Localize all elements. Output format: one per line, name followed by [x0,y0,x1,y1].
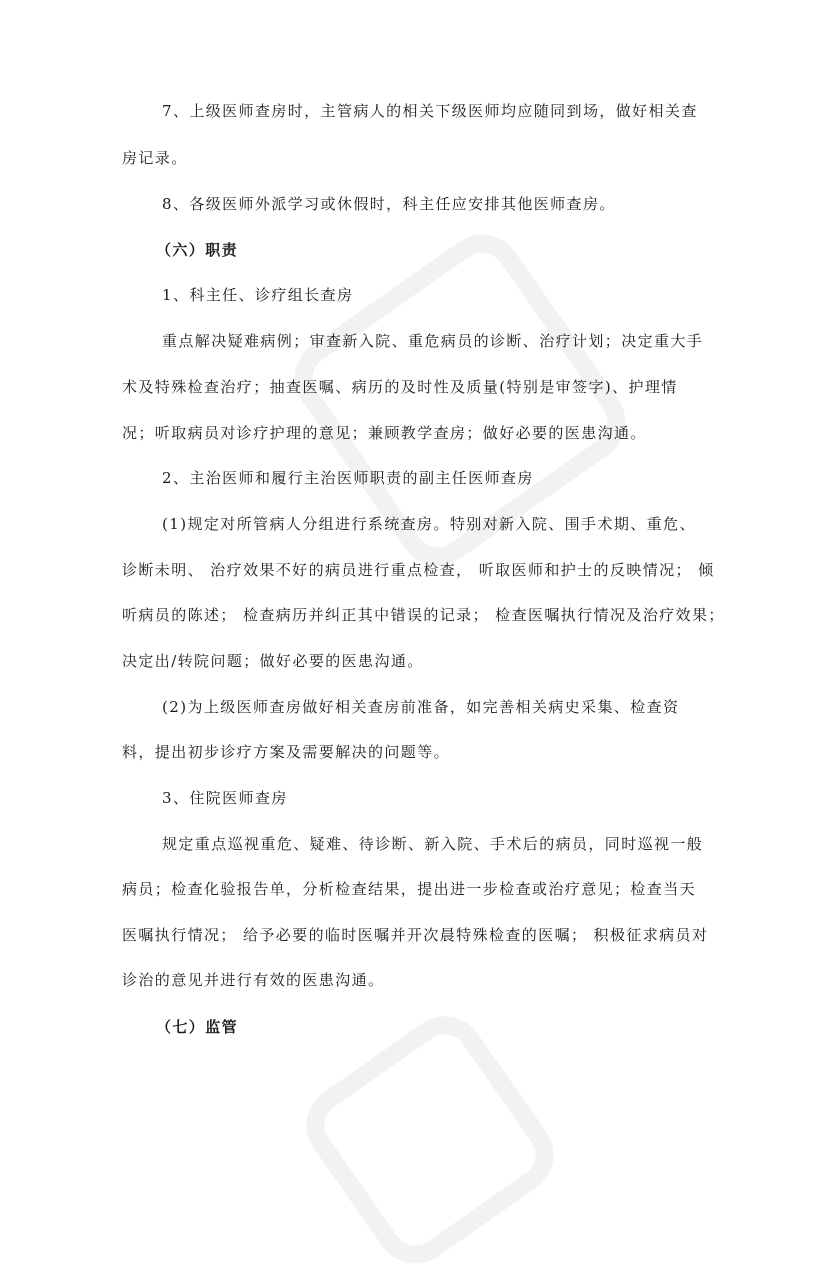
paragraph-s3-body-cont3 [122,970,384,990]
paragraph-s2-item1 [162,514,696,534]
paragraph-s2-item1-cont2 [122,605,725,625]
paragraph-s2-item2 [162,697,679,717]
subsection-title-2 [162,468,534,488]
subsection-title-3 [162,788,288,808]
paragraph-item-7-cont [122,148,188,168]
paragraph-item-8 [162,194,616,214]
text-line: 1、科主任、诊疗组长查房 [162,286,354,304]
subsection-title-1 [162,285,353,305]
text-line: (1)规定对所管病人分组进行系统查房。特别对新入院、围手术期、重危、 [162,515,696,533]
paragraph-item-7 [162,101,698,121]
text-line: 2、主治医师和履行主治医师职责的副主任医师查房 [162,469,534,487]
paragraph-s1-body-cont2 [122,423,647,443]
paragraph-s2-item2-cont [122,742,450,762]
paragraph-s3-body-cont2 [122,925,708,945]
text-line: 7、上级医师查房时，主管病人的相关下级医师均应随同到场，做好相关查 [162,102,698,120]
text-line: 病员；检查化验报告单，分析检查结果，提出进一步检查或治疗意见；检查当天 [122,880,697,898]
paragraph-s2-item1-cont [122,560,715,580]
paragraph-s1-body [162,331,703,351]
text-line: 重点解决疑难病例；审查新入院、重危病员的诊断、治疗计划；决定重大手 [162,332,704,350]
paragraph-s2-item1-cont3 [122,651,424,671]
text-line: 规定重点巡视重危、疑难、待诊断、新入院、手术后的病员，同时巡视一般 [162,835,704,853]
text-line: 决定出/转院问题；做好必要的医患沟通。 [122,652,424,670]
text-line: 医嘱执行情况； 给予必要的临时医嘱并开次晨特殊检查的医嘱； 积极征求病员对 [122,926,709,944]
text-line: 术及特殊检查治疗；抽查医嘱、病历的及时性及质量(特别是审签字)、护理情 [122,378,678,396]
heading-text: （七）监管 [156,1018,239,1036]
text-line: 8、各级医师外派学习或休假时，科主任应安排其他医师查房。 [162,195,616,213]
section-heading-duties [156,240,238,260]
text-line: 听病员的陈述； 检查病历并纠正其中错误的记录； 检查医嘱执行情况及治疗效果； [122,606,725,624]
section-heading-supervision [156,1017,238,1037]
text-line: 诊断未明、 治疗效果不好的病员进行重点检查， 听取医师和护士的反映情况； 倾 [122,561,715,579]
paragraph-s1-body-cont [122,377,678,397]
text-line: (2)为上级医师查房做好相关查房前准备，如完善相关病史采集、检查资 [162,698,680,716]
paragraph-s3-body [162,834,703,854]
text-line: 3、住院医师查房 [162,789,288,807]
text-line: 况；听取病员对诊疗护理的意见；兼顾教学查房；做好必要的医患沟通。 [122,424,647,442]
text-line: 诊治的意见并进行有效的医患沟通。 [122,971,385,989]
watermark-icon [291,1001,570,1279]
text-line: 房记录。 [122,149,188,167]
paragraph-s3-body-cont [122,879,696,899]
text-line: 料，提出初步诊疗方案及需要解决的问题等。 [122,743,451,761]
heading-text: （六）职责 [156,241,239,259]
